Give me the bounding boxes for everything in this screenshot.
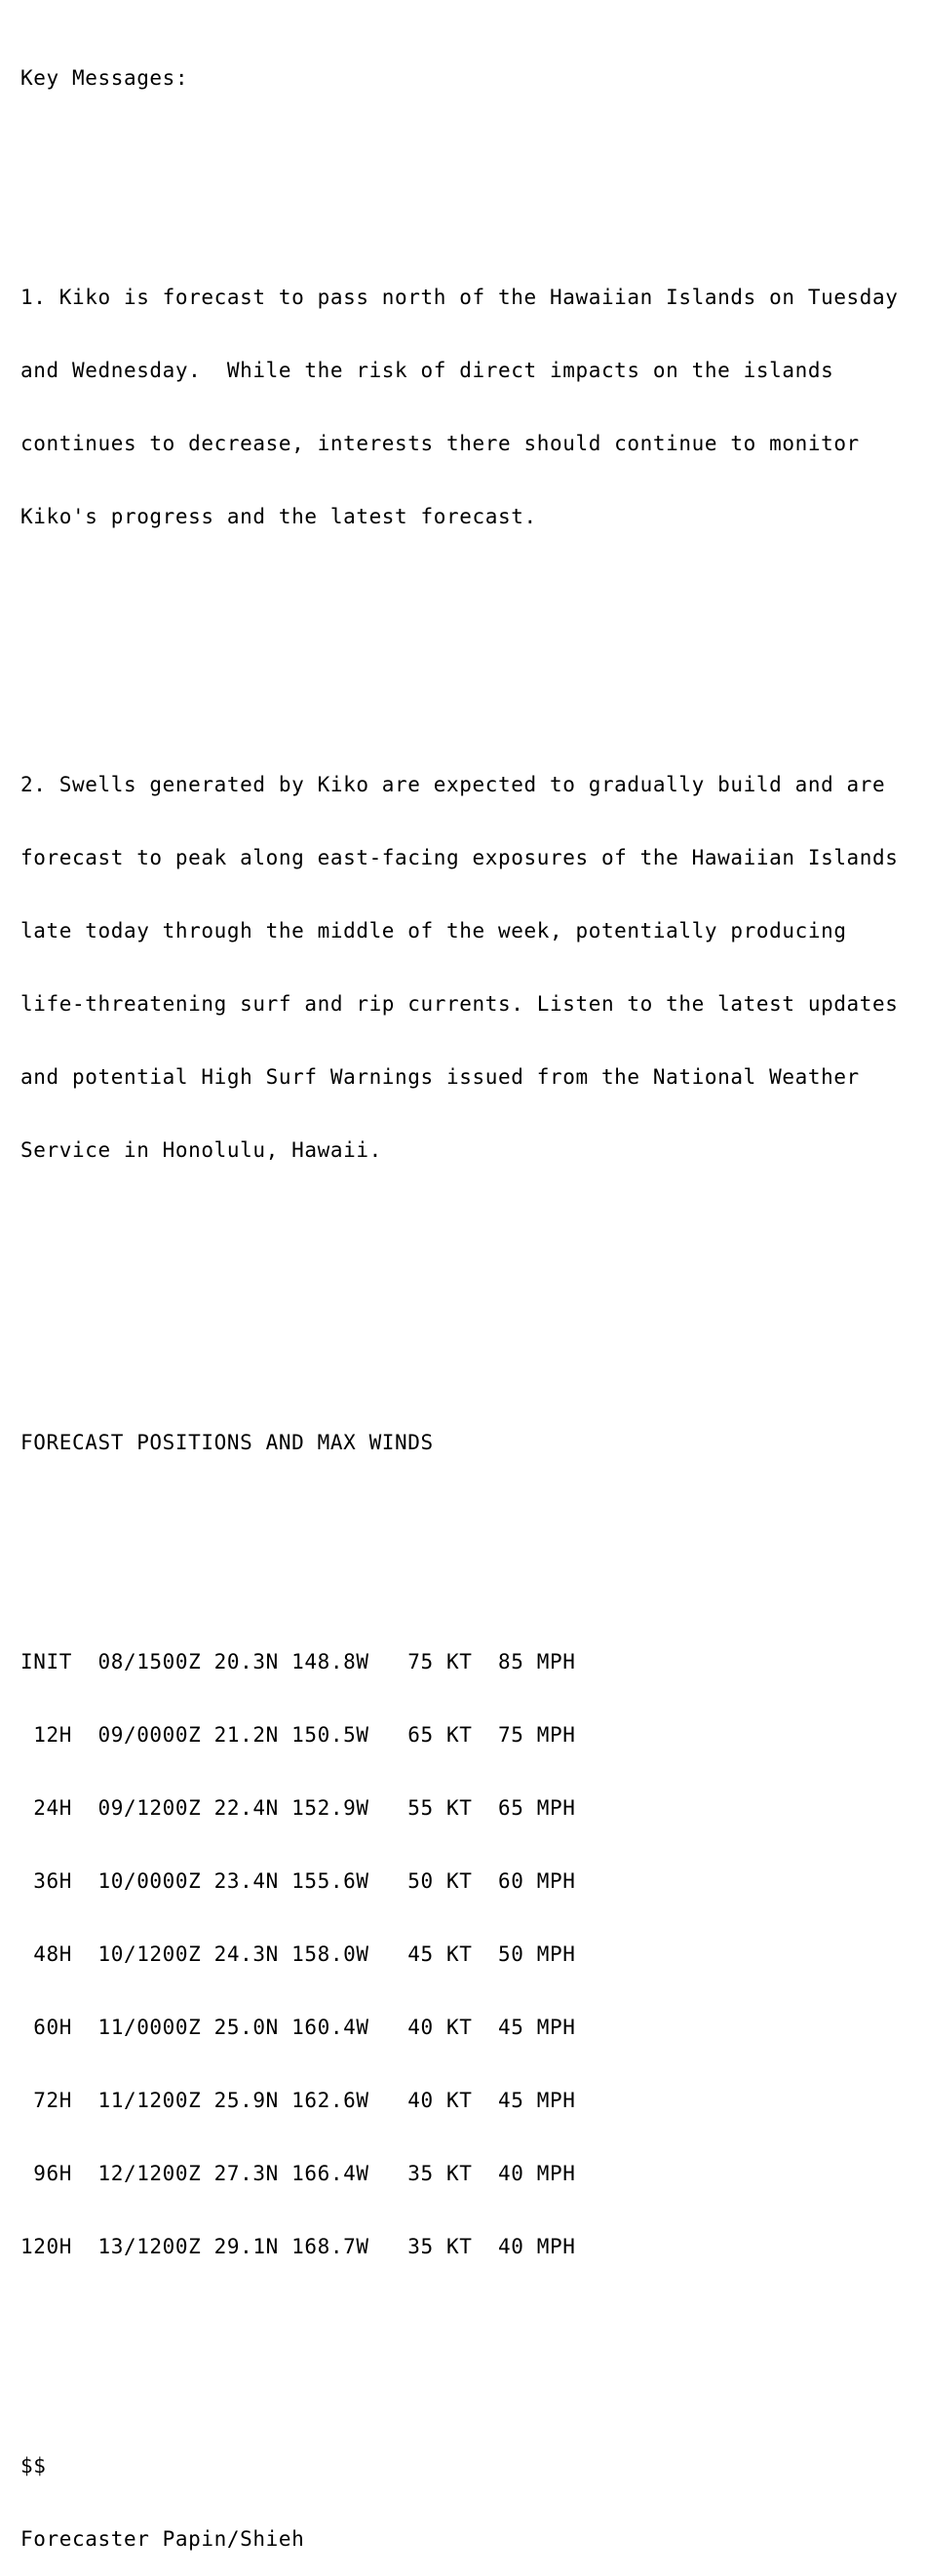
spacer [20, 1504, 917, 1528]
table-row: 24H 09/1200Z 22.4N 152.9W 55 KT 65 MPH [20, 1796, 576, 1820]
key-messages-heading: Key Messages: [20, 66, 189, 90]
table-row: 60H 11/0000Z 25.0N 160.4W 40 KT 45 MPH [20, 2016, 576, 2039]
table-row: 120H 13/1200Z 29.1N 168.7W 35 KT 40 MPH [20, 2235, 576, 2258]
message-1-line: Kiko's progress and the latest forecast. [20, 505, 537, 528]
spacer [20, 1260, 917, 1285]
table-row: 96H 12/1200Z 27.3N 166.4W 35 KT 40 MPH [20, 2162, 576, 2185]
spacer [20, 1333, 917, 1358]
spacer [20, 2357, 917, 2381]
spacer [20, 627, 917, 651]
key-message-2 [20, 724, 917, 1211]
table-row: INIT 08/1500Z 20.3N 148.8W 75 KT 85 MPH [20, 1650, 576, 1673]
message-2-line: forecast to peak along east-facing exposures of the Hawaiian Islands [20, 846, 899, 869]
table-row: 72H 11/1200Z 25.9N 162.6W 40 KT 45 MPH [20, 2089, 576, 2112]
advisory-document [20, 18, 917, 2576]
table-row: 36H 10/0000Z 23.4N 155.6W 50 KT 60 MPH [20, 1869, 576, 1893]
message-2-line: 2. Swells generated by Kiko are expected to gradually build and are [20, 773, 886, 796]
message-2-line: late today through the middle of the week, potentially producing [20, 919, 847, 942]
forecast-title: FORECAST POSITIONS AND MAX WINDS [20, 1431, 434, 1454]
forecast-table [20, 1601, 917, 2308]
message-2-line: Service in Honolulu, Hawaii. [20, 1138, 382, 1162]
message-2-line: life-threatening surf and rip currents. Listen to the latest updates [20, 992, 899, 1016]
message-1-line: continues to decrease, interests there should continue to monitor [20, 432, 860, 455]
message-1-line: and Wednesday. While the risk of direct impacts on the islands [20, 359, 834, 382]
table-row: 12H 09/0000Z 21.2N 150.5W 65 KT 75 MPH [20, 1723, 576, 1747]
key-message-1 [20, 237, 917, 578]
message-1-line: 1. Kiko is forecast to pass north of the Hawaiian Islands on Tuesday [20, 286, 899, 309]
end-marker: $$ [20, 2454, 47, 2478]
table-row: 48H 10/1200Z 24.3N 158.0W 45 KT 50 MPH [20, 1942, 576, 1966]
forecaster-signature: Forecaster Papin/Shieh [20, 2527, 305, 2551]
spacer [20, 139, 917, 164]
message-2-line: and potential High Surf Warnings issued from the National Weather [20, 1065, 860, 1089]
